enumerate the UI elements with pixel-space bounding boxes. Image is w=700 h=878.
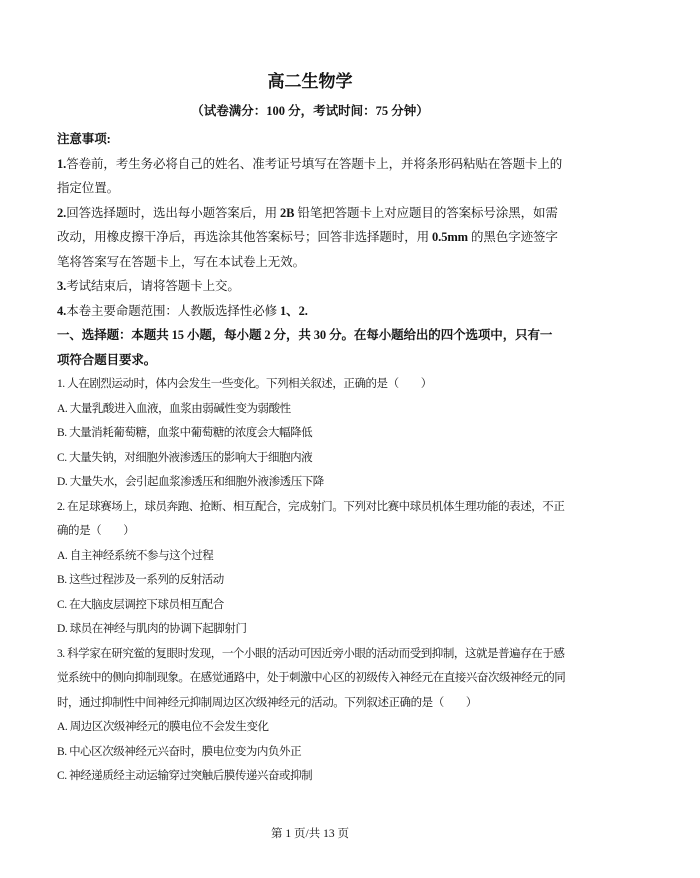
text-segment: 的黑色字迹签字 — [467, 230, 558, 244]
text-segment: 答卷前，考生务必将自己的姓名、准考证号填写在答题卡上，并将条形码粘贴在答题卡上的 — [66, 156, 563, 171]
text-line — [57, 666, 566, 691]
notice-item-4 — [57, 299, 563, 324]
notice-item-1 — [57, 152, 563, 201]
text-segment: 觉系统中的侧向抑制现象。在感觉通路中，处于刺激中心区的初级传入神经元在直接兴奋次级神经元的同 — [57, 672, 566, 684]
text-segment: 一、选择题：本题共 15 小题，每小题 2 分，共 30 分。在每小题给出的四个选项中，只有一 — [57, 328, 553, 342]
question-2-option-b: B. 这些过程涉及一系列的反射活动 — [57, 574, 224, 586]
text-line — [57, 348, 563, 373]
page-number-footer: 第 1 页/共 13 页 — [271, 827, 349, 840]
section-header — [57, 323, 563, 372]
bold-text-segment: 0.5mm — [432, 230, 468, 244]
text-segment: 回答选择题时，选出每小题答案后，用 — [66, 205, 281, 220]
bold-text-segment: 3. — [57, 279, 67, 293]
question-3-stem — [57, 642, 566, 716]
question-2 — [57, 495, 563, 642]
text-segment: 指定位置。 — [57, 181, 120, 195]
bold-text-segment: 1、2. — [280, 303, 308, 318]
text-line — [57, 274, 563, 299]
text-line — [57, 225, 563, 250]
notice-item-3 — [57, 274, 563, 299]
text-segment: 确的是（ ） — [57, 525, 135, 537]
exam-meta-line: （试卷满分：100 分，考试时间：75 分钟） — [191, 104, 429, 118]
text-segment: 改动，用橡皮擦干净后，再选涂其他答案标号；回答非选择题时，用 — [57, 230, 433, 244]
notices-block — [57, 127, 563, 323]
notice-item-2 — [57, 201, 563, 275]
text-line — [57, 201, 563, 226]
text-line — [57, 299, 563, 324]
text-segment: 项符合题目要求。 — [57, 352, 157, 367]
question-2-option-d: D. 球员在神经与肌肉的协调下起脚射门 — [57, 623, 247, 635]
text-segment: 2. 在足球赛场上，球员奔跑、抢断、相互配合，完成射门。下列对比赛中球员机体生理功能的表述，不正 — [57, 500, 565, 513]
question-3 — [57, 642, 566, 789]
question-1-option-a: A. 大量乳酸进入血液，血浆由弱碱性变为弱酸性 — [57, 402, 291, 415]
text-line — [57, 323, 563, 348]
text-segment: 笔将答案写在答题卡上，写在本试卷上无效。 — [57, 254, 306, 269]
text-line — [57, 691, 563, 716]
question-1-option-b: B. 大量消耗葡萄糖，血浆中葡萄糖的浓度会大幅降低 — [57, 427, 313, 439]
text-line — [57, 250, 563, 275]
exam-title: 高二生物学 — [267, 72, 353, 91]
text-segment: 3. 科学家在研究鲎的复眼时发现，一个小眼的活动可因近旁小眼的活动而受到抑制，这就是普遍存在于感 — [57, 647, 565, 660]
text-segment: 1. 人在剧烈运动时，体内会发生一些变化。下列相关叙述，正确的是（ ） — [57, 378, 432, 390]
question-2-stem — [57, 495, 563, 544]
text-line — [57, 372, 563, 397]
question-1-option-d: D. 大量失水，会引起血浆渗透压和细胞外液渗透压下降 — [57, 476, 324, 488]
text-line — [57, 152, 563, 177]
bold-text-segment: 2. — [57, 205, 67, 220]
question-3-option-c: C. 神经递质经主动运输穿过突触后膜传递兴奋或抑制 — [57, 770, 313, 782]
question-3-option-a: A. 周边区次级神经元的膜电位不会发生变化 — [57, 721, 269, 733]
bold-text-segment: 2B — [280, 205, 295, 220]
text-line — [57, 642, 563, 667]
text-segment: 考试结束后，请将答题卡上交。 — [66, 279, 240, 293]
body-text-flow — [57, 127, 566, 789]
text-line — [57, 519, 563, 544]
question-1 — [57, 372, 563, 495]
text-line — [57, 495, 563, 520]
text-segment: 铅笔把答题卡上对应题目的答案标号涂黑，如需 — [294, 205, 558, 220]
question-3-option-b: B. 中心区次级神经元兴奋时，膜电位变为内负外正 — [57, 745, 302, 758]
question-2-option-a: A. 自主神经系统不参与这个过程 — [57, 549, 214, 562]
text-line — [57, 176, 563, 201]
text-segment: 时，通过抑制性中间神经元抑制周边区次级神经元的活动。下列叙述正确的是（ ） — [57, 696, 477, 709]
question-1-option-c: C. 大量失钠，对细胞外液渗透压的影响大于细胞内液 — [57, 451, 313, 464]
bold-text-segment: 1. — [57, 156, 67, 171]
content-column — [57, 0, 566, 841]
question-2-option-c: C. 在大脑皮层调控下球员相互配合 — [57, 598, 224, 611]
text-segment: 本卷主要命题范围：人教版选择性必修 — [66, 303, 281, 318]
notices-heading: 注意事项: — [57, 132, 111, 146]
question-1-stem — [57, 372, 563, 397]
bold-text-segment: 4. — [57, 303, 67, 318]
